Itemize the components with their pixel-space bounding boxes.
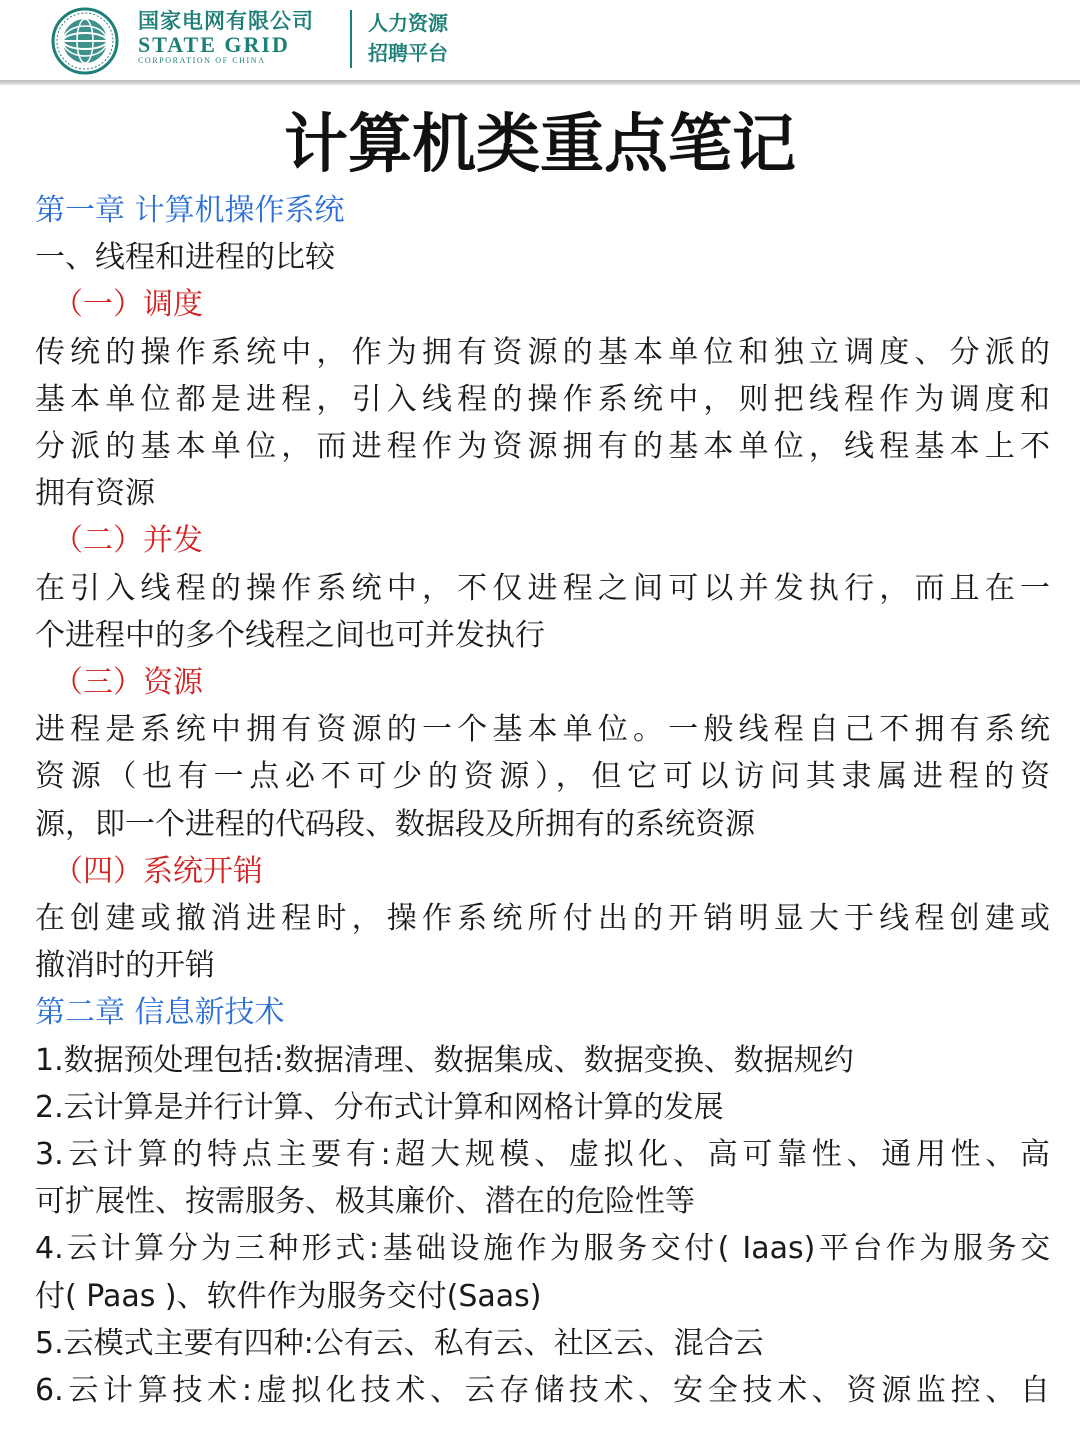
platform-title — [368, 8, 448, 68]
page-title: 计算机类重点笔记 — [284, 107, 796, 182]
paragraph-line: 传统的操作系统中，作为拥有资源的基本单位和独立调度、分派的 — [35, 334, 1050, 370]
list-item: 6.云计算技术:虚拟化技术、云存储技术、安全技术、资源监控、自 — [35, 1373, 1050, 1409]
list-item-continued: 可扩展性、按需服务、极其廉价、潜在的危险性等 — [35, 1184, 695, 1220]
chapter-2-heading: 第二章 信息新技术 — [35, 995, 285, 1031]
list-item: 4.云计算分为三种形式:基础设施作为服务交付( Iaas)平台作为服务交 — [35, 1231, 1050, 1267]
paragraph-line: 在引入线程的操作系统中，不仅进程之间可以并发执行，而且在一 — [35, 570, 1050, 606]
subheading-scheduling: （一）调度 — [53, 287, 203, 323]
brand-block — [138, 8, 314, 66]
paragraph-line: 拥有资源 — [35, 476, 155, 512]
org-name-cn: 国家电网有限公司 — [138, 9, 314, 33]
state-grid-logo-icon — [40, 6, 130, 76]
paragraph-line: 个进程中的多个线程之间也可并发执行 — [35, 617, 545, 653]
subheading-system-overhead: （四）系统开销 — [53, 853, 263, 889]
subheading-concurrency: （二）并发 — [53, 523, 203, 559]
paragraph-line: 在创建或撤消进程时，操作系统所付出的开销明显大于线程创建或 — [35, 901, 1050, 937]
paragraph-line: 进程是系统中拥有资源的一个基本单位。一般线程自己不拥有系统 — [35, 712, 1050, 748]
list-item: 5.云模式主要有四种:公有云、私有云、社区云、混合云 — [35, 1325, 764, 1361]
subheading-resources: （三）资源 — [53, 665, 203, 701]
list-item: 3.云计算的特点主要有:超大规模、虚拟化、高可靠性、通用性、高 — [35, 1137, 1050, 1173]
paragraph-line: 分派的基本单位，而进程作为资源拥有的基本单位，线程基本上不 — [35, 429, 1050, 465]
list-item: 1.数据预处理包括:数据清理、数据集成、数据变换、数据规约 — [35, 1042, 854, 1078]
paragraph-line: 基本单位都是进程，引入线程的操作系统中，则把线程作为调度和 — [35, 381, 1050, 417]
paragraph-line: 资源（也有一点必不可少的资源），但它可以访问其隶属进程的资 — [35, 759, 1050, 795]
page-header — [0, 0, 1080, 84]
section-heading: 一、线程和进程的比较 — [35, 240, 335, 276]
header-rule — [0, 80, 1080, 85]
chapter-1-heading: 第一章 计算机操作系统 — [35, 193, 345, 228]
platform-title-line1: 人力资源 — [368, 11, 448, 35]
paragraph-line: 撤消时的开销 — [35, 948, 215, 984]
notes-body — [35, 187, 1050, 1414]
org-name-en-sub: CORPORATION OF CHINA — [138, 56, 266, 65]
list-item-continued: 付( Paas )、软件作为服务交付(Saas) — [35, 1278, 542, 1314]
platform-title-line2: 招聘平台 — [368, 41, 448, 65]
paragraph-line: 源，即一个进程的代码段、数据段及所拥有的系统资源 — [35, 806, 755, 842]
list-item: 2.云计算是并行计算、分布式计算和网格计算的发展 — [35, 1089, 724, 1125]
header-divider — [350, 10, 352, 68]
org-name-en: STATE GRID — [138, 32, 290, 57]
